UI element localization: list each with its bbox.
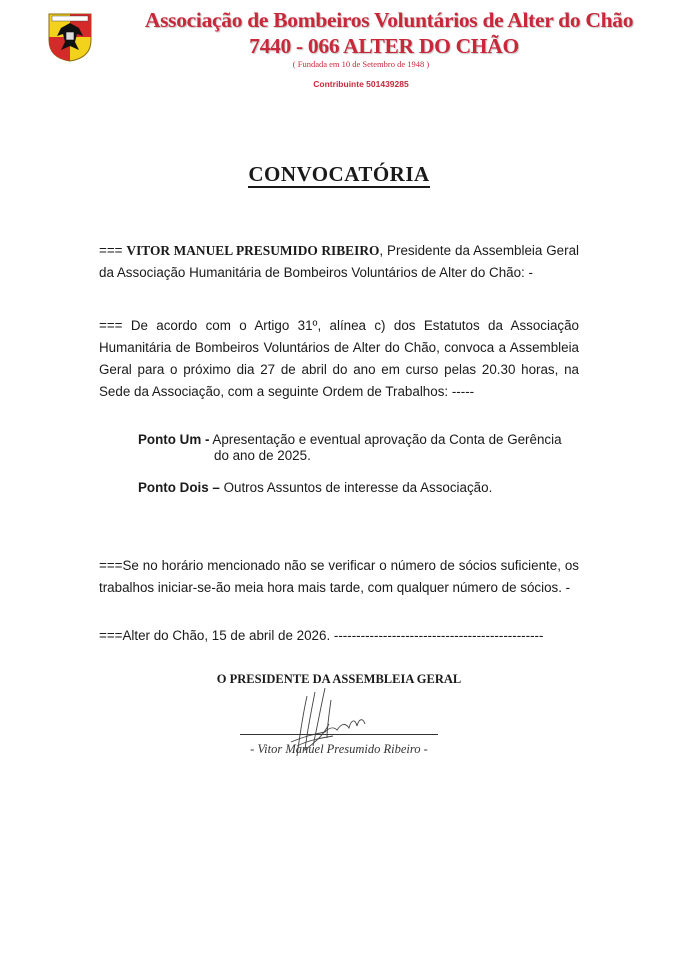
prefix-marker: === bbox=[99, 243, 127, 258]
signatory-name: - Vitor Manuel Presumido Ribeiro - bbox=[250, 742, 428, 756]
agenda-item-1 bbox=[138, 432, 588, 464]
fire-brigade-crest-icon bbox=[47, 12, 93, 62]
president-name: VITOR MANUEL PRESUMIDO RIBEIRO bbox=[126, 243, 380, 258]
taxpayer-number: Contribuinte 501439285 bbox=[313, 79, 409, 89]
agenda-item-2 bbox=[138, 480, 588, 496]
signature-line bbox=[240, 734, 438, 735]
agenda-item-text-continued: do ano de 2025. bbox=[214, 448, 311, 463]
agenda-item-label: Ponto Um - bbox=[138, 432, 210, 447]
organization-address: 7440 - 066 ALTER DO CHÃO bbox=[249, 34, 519, 58]
agenda-item-label: Ponto Dois – bbox=[138, 480, 220, 495]
paragraph-convener bbox=[99, 240, 579, 284]
place-and-date: ===Alter do Chão, 15 de abril de 2026. ----------------------------------------------- bbox=[99, 628, 544, 643]
paragraph-convocation: === De acordo com o Artigo 31º, alínea c) dos Estatutos da Associação Humanitária de Bombeiros Voluntários de Alter do Chão, convoca a Assembleia Geral para o próximo dia 27 de abril do ano em curso pelas 20.30 horas, na Sede da Associação, com a seguinte Ordem de Trabalhos: ----- bbox=[99, 318, 579, 399]
organization-name: Associação de Bombeiros Voluntários de Alter do Chão bbox=[144, 8, 634, 32]
agenda-item-text: Apresentação e eventual aprovação da Conta de Gerência bbox=[212, 432, 562, 447]
paragraph-quorum: ===Se no horário mencionado não se verificar o número de sócios suficiente, os trabalhos iniciar-se-ão meia hora mais tarde, com qualquer número de sócios. - bbox=[99, 558, 579, 595]
paragraph-convener-text: , Presidente da Assembleia Geral da Associação Humanitária de Bombeiros Voluntários de Alter do Chão: - bbox=[99, 243, 579, 280]
agenda-item-text: Outros Assuntos de interesse da Associação. bbox=[223, 480, 493, 495]
document-title-text: CONVOCATÓRIA bbox=[248, 162, 430, 186]
founded-date: ( Fundada em 10 de Setembro de 1948 ) bbox=[292, 59, 430, 69]
signatory-title: O PRESIDENTE DA ASSEMBLEIA GERAL bbox=[216, 672, 462, 686]
document-title bbox=[0, 162, 678, 187]
